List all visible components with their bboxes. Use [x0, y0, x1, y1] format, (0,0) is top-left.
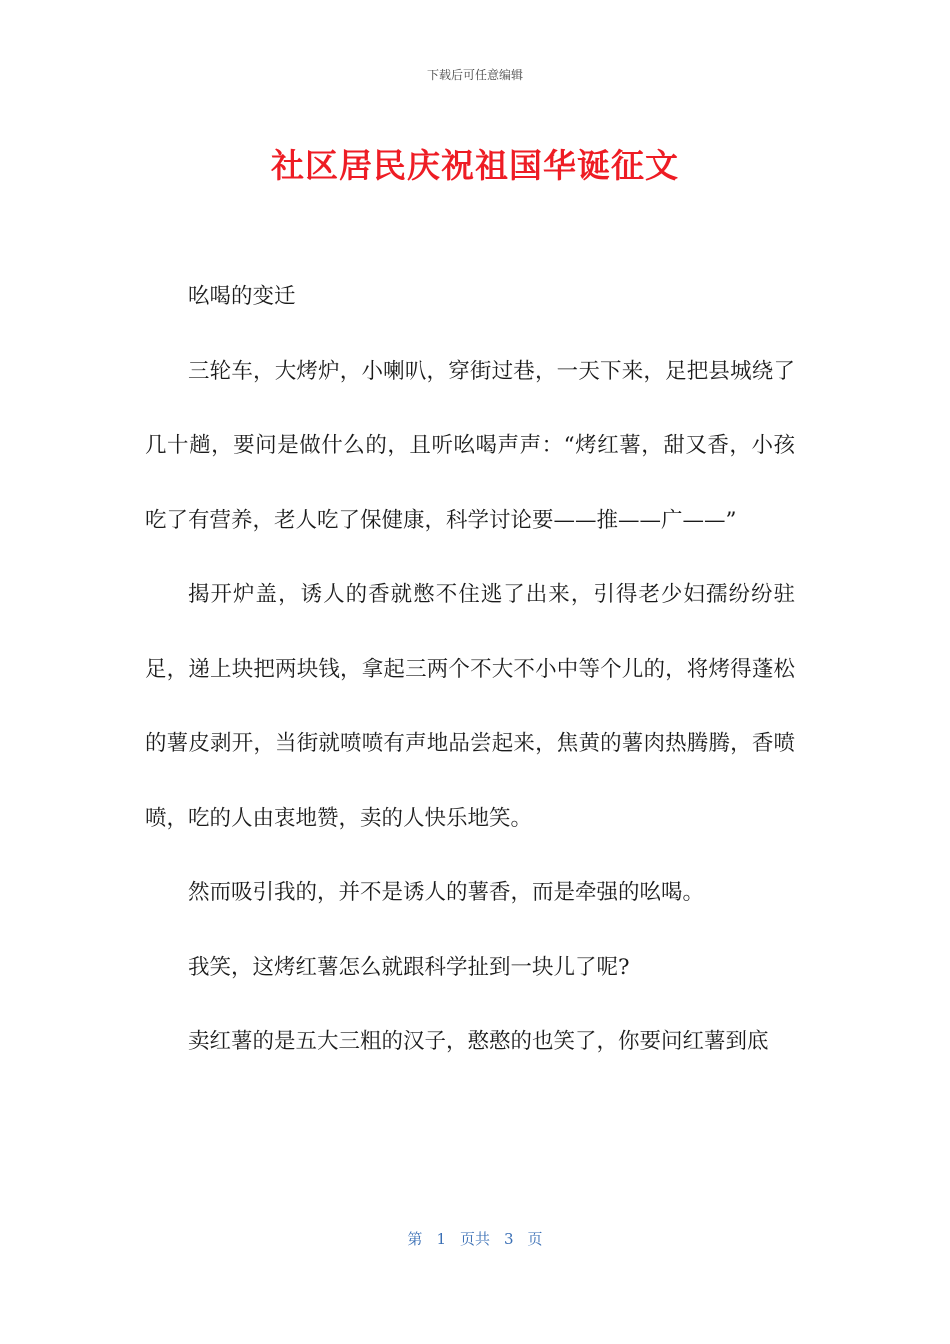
paragraph-subtitle: 吆喝的变迁 [188, 284, 296, 309]
paragraph: 卖红薯的是五大三粗的汉子，憨憨的也笑了，你要问红薯到底 [188, 1029, 769, 1054]
footer-page-label: 第 [407, 1230, 423, 1248]
footer-total-label: 页共 [459, 1230, 490, 1248]
footer-page-suffix: 页 [527, 1230, 543, 1248]
footer-current-page: 1 [436, 1230, 446, 1248]
footer-total-pages: 3 [504, 1230, 514, 1248]
paragraph: 然而吸引我的，并不是诱人的薯香，而是牵强的吆喝。 [188, 880, 705, 905]
paragraph: 我笑，这烤红薯怎么就跟科学扯到一块儿了呢? [188, 954, 630, 980]
document-title: 社区居民庆祝祖国华诞征文 [271, 146, 679, 185]
paragraph: 三轮车，大烤炉，小喇叭，穿街过巷，一天下来，足把县城绕了几十趟，要问是做什么的，且听吆喝声声：“烤红薯，甜又香，小孩吃了有营养，老人吃了保健康，科学讨论要——推——广——” [145, 358, 795, 533]
document-body [145, 260, 795, 1080]
paragraph: 揭开炉盖，诱人的香就憋不住逃了出来，引得老少妇孺纷纷驻足，递上块把两块钱，拿起三两个不大不小中等个儿的，将烤得蓬松的薯皮剥开，当街就喷喷有声地品尝起来，焦黄的薯肉热腾腾，香喷喷，吃的人由衷地赞，卖的人快乐地笑。 [145, 582, 795, 831]
page-footer [0, 1229, 950, 1249]
page-header-note: 下载后可任意编辑 [426, 68, 523, 82]
